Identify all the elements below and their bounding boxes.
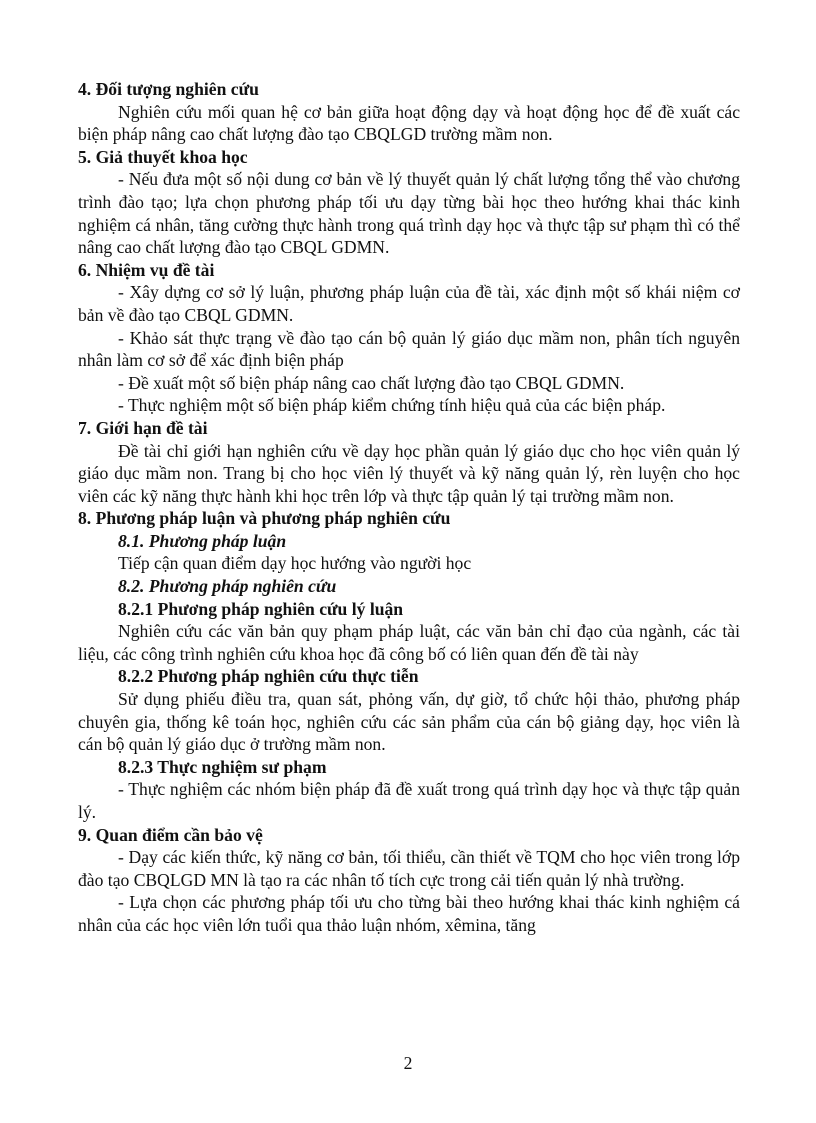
subsection-heading: 8.2. Phương pháp nghiên cứu [118, 576, 337, 597]
subsection-heading: 8.2.2 Phương pháp nghiên cứu thực tiễn [118, 666, 419, 687]
section-heading: 8. Phương pháp luận và phương pháp nghiên cứu [78, 508, 451, 529]
subsection-heading: 8.1. Phương pháp luận [118, 530, 287, 551]
subsection-heading: 8.2.3 Thực nghiệm sư phạm [118, 756, 327, 777]
paragraph: Sử dụng phiếu điều tra, quan sát, phỏng vấn, dự giờ, tổ chức hội thảo, phương pháp chuyên gia, thống kê toán học, nghiên cứu các sản phẩm của cán bộ giảng dạy, học viên là cán bộ quản lý giáo dục ở trường mầm non. [78, 689, 740, 755]
section-heading: 6. Nhiệm vụ đề tài [78, 259, 215, 280]
section-heading: 4. Đối tượng nghiên cứu [78, 79, 259, 99]
paragraph: - Nếu đưa một số nội dung cơ bản về lý thuyết quản lý chất lượng tổng thể vào chương trình đào tạo; lựa chọn phương pháp tối ưu dạy từng bài học theo hướng khai thác kinh nghiệm cá nhân, tăng cường thực hành trong quá trình dạy học và thực tập sư phạm thì có thể nâng cao chất lượng đào tạo CBQL GDMN. [78, 169, 740, 258]
paragraph: Nghiên cứu mối quan hệ cơ bản giữa hoạt động dạy và hoạt động học để đề xuất các biện pháp nâng cao chất lượng đào tạo CBQLGD trường mầm non. [78, 101, 740, 145]
section-heading: 5. Giả thuyết khoa học [78, 146, 248, 167]
paragraph: - Xây dựng cơ sở lý luận, phương pháp luận của đề tài, xác định một số khái niệm cơ bản về đào tạo CBQL GDMN. [78, 282, 740, 325]
paragraph: - Khảo sát thực trạng về đào tạo cán bộ quản lý giáo dục mầm non, phân tích nguyên nhân làm cơ sở để xác định biện pháp [78, 327, 740, 371]
page-number: 2 [403, 1053, 413, 1073]
paragraph: - Thực nghiệm một số biện pháp kiểm chứng tính hiệu quả của các biện pháp. [118, 395, 666, 416]
document-page [78, 78, 740, 937]
paragraph: Tiếp cận quan điểm dạy học hướng vào người học [118, 553, 472, 574]
paragraph: - Lựa chọn các phương pháp tối ưu cho từng bài theo hướng khai thác kinh nghiệm cá nhân của các học viên lớn tuổi qua thảo luận nhóm, xêmina, tăng [78, 892, 740, 935]
paragraph: - Thực nghiệm các nhóm biện pháp đã đề xuất trong quá trình dạy học và thực tập quản lý. [78, 779, 740, 822]
section-heading: 7. Giới hạn đề tài [78, 417, 208, 438]
paragraph: - Dạy các kiến thức, kỹ năng cơ bản, tối thiểu, cần thiết về TQM cho học viên trong lớp đào tạo CBQLGD MN là tạo ra các nhân tố tích cực trong cải tiến quản lý nhà trường. [78, 847, 740, 890]
paragraph: Nghiên cứu các văn bản quy phạm pháp luật, các văn bản chỉ đạo của ngành, các tài liệu, các công trình nghiên cứu khoa học đã công bố có liên quan đến đề tài này [78, 621, 740, 664]
section-heading: 9. Quan điểm cần bảo vệ [78, 824, 263, 845]
paragraph: Đề tài chỉ giới hạn nghiên cứu về dạy học phần quản lý giáo dục cho học viên quản lý giáo dục mầm non. Trang bị cho học viên lý thuyết và kỹ năng quản lý, rèn luyện cho học viên các kỹ năng thực hành khi học trên lớp và thực tập quản lý tại trường mầm non. [78, 440, 740, 506]
subsection-heading: 8.2.1 Phương pháp nghiên cứu lý luận [118, 598, 404, 619]
paragraph: - Đề xuất một số biện pháp nâng cao chất lượng đào tạo CBQL GDMN. [118, 372, 625, 393]
